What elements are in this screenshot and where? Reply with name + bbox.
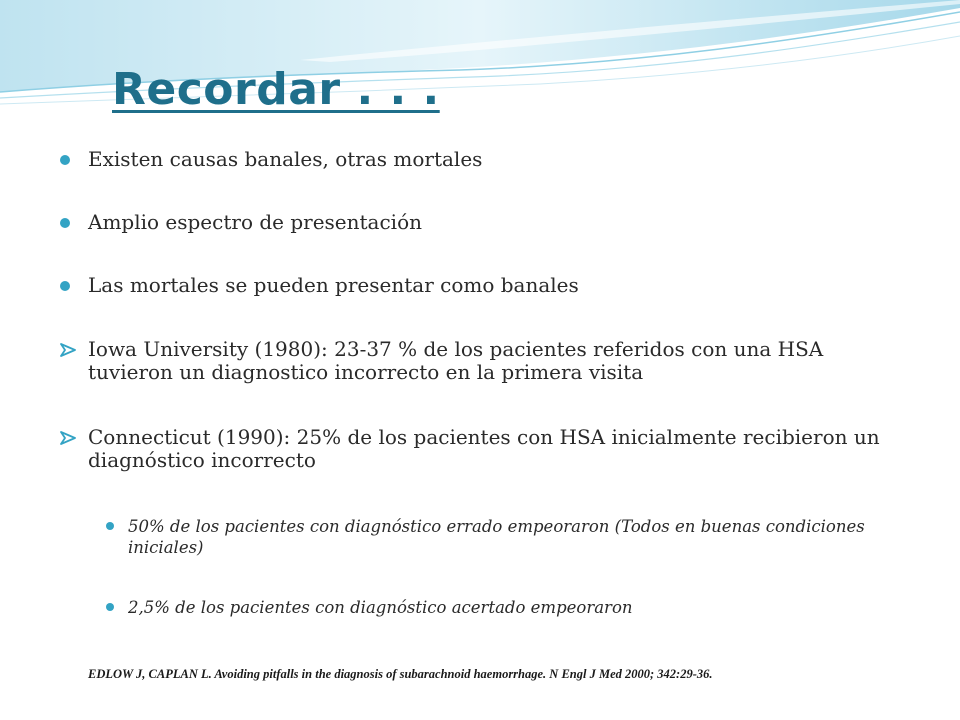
bullet-item bbox=[60, 148, 482, 171]
arrow-item-text: Iowa University (1980): 23-37 % de los pacientes referidos con una HSA tuvieron un diagnostico incorrecto en la primera visita bbox=[88, 337, 824, 384]
sub-bullet-text: 50% de los pacientes con diagnóstico errado empeoraron (Todos en buenas condiciones iniciales) bbox=[128, 517, 865, 557]
arrowhead-bullet-icon bbox=[60, 431, 76, 445]
bullet-item bbox=[60, 274, 579, 297]
arrow-item-text: Connecticut (1990): 25% de los pacientes con HSA inicialmente recibieron un diagnóstico incorrecto bbox=[88, 425, 880, 472]
sub-bullet-dot-icon bbox=[106, 603, 114, 611]
slide-title: Recordar . . . bbox=[112, 64, 440, 115]
bullet-text: Las mortales se pueden presentar como banales bbox=[88, 273, 579, 297]
bullet-text: Existen causas banales, otras mortales bbox=[88, 147, 483, 171]
arrow-item bbox=[60, 338, 910, 384]
bullet-item bbox=[60, 211, 422, 234]
sub-bullet-item bbox=[106, 516, 866, 558]
arrowhead-bullet-icon bbox=[60, 343, 76, 357]
bullet-dot-icon bbox=[60, 218, 70, 228]
arrow-item bbox=[60, 426, 890, 472]
citation: EDLOW J, CAPLAN L. Avoiding pitfalls in the diagnosis of subarachnoid haemorrhage. N Engl J Med 2000; 342:29-36. bbox=[88, 667, 713, 681]
sub-bullet-item bbox=[106, 597, 866, 618]
bullet-dot-icon bbox=[60, 281, 70, 291]
sub-bullet-text: 2,5% de los pacientes con diagnóstico acertado empeoraron bbox=[128, 598, 633, 617]
sub-bullet-dot-icon bbox=[106, 522, 114, 530]
bullet-text: Amplio espectro de presentación bbox=[88, 210, 422, 234]
bullet-dot-icon bbox=[60, 155, 70, 165]
